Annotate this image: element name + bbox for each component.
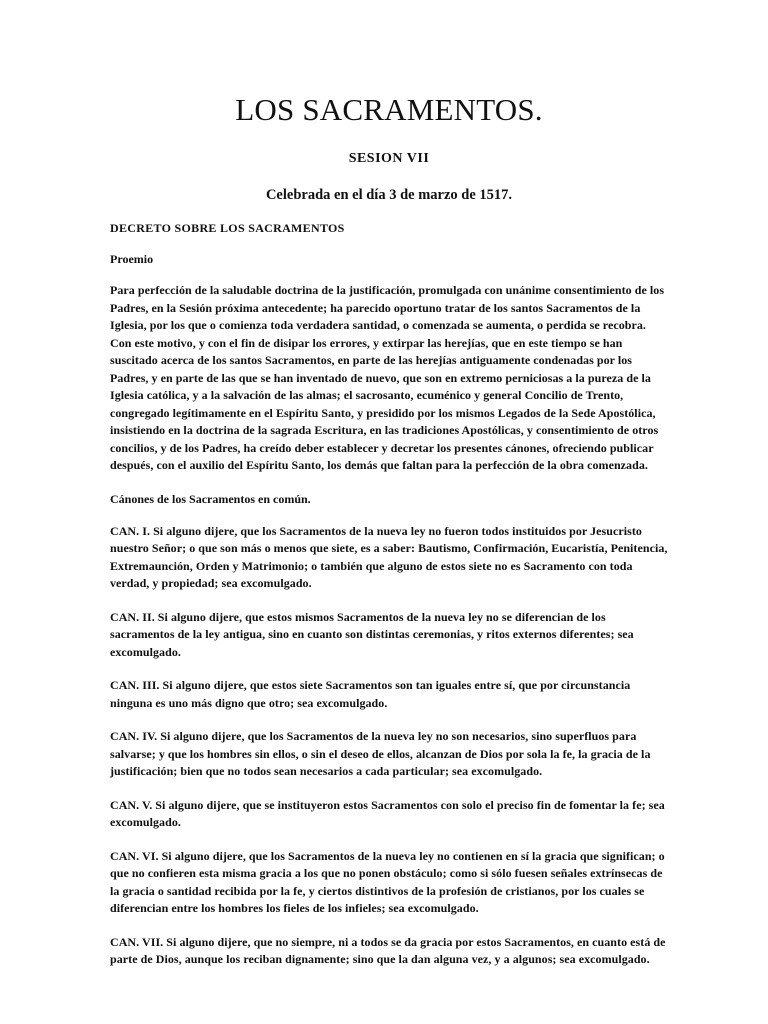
canons-heading: Cánones de los Sacramentos en común. — [110, 491, 311, 506]
canon-paragraph: CAN. VI. Si alguno dijere, que los Sacramentos de la nueva ley no contienen en sí la gracia que significan; o que no confieren esta misma gracia a los que no ponen obstáculo; como si sólo fuesen señales extrínsecas de la gracia o santidad recibida por la fe, y ciertos distintivos de la profesión de cristianos, por los cuales se diferencian entre los hombres los fieles de los infieles; sea excomulgado. — [110, 848, 665, 915]
canon-paragraph: CAN. V. Si alguno dijere, que se instituyeron estos Sacramentos con solo el preciso fin de fomentar la fe; sea excomulgado. — [110, 797, 665, 829]
celebration-date: Celebrada en el día 3 de marzo de 1517. — [265, 187, 513, 203]
canon-paragraph: CAN. IV. Si alguno dijere, que los Sacramentos de la nueva ley no son necesarios, sino superfluos para salvarse; y que los hombres sin ellos, o sin el deseo de ellos, alcanzan de Dios por sola la fe, la gracia de la justificación; bien que no todos sean necesarios a cada particular; sea excomulgado. — [110, 729, 651, 778]
proemio-heading: Proemio — [110, 252, 154, 266]
canon-paragraph: CAN. I. Si alguno dijere, que los Sacramentos de la nueva ley no fueron todos instituidos por Jesucristo nuestro Señor; o que son más o menos que siete, es a saber: Bautismo, Confirmación, Eucaristía, Penitencia, Extremaunción, Orden y Matrimonio; o también que alguno de estos siete no es Sacramento con toda verdad, y propiedad; sea excomulgado. — [110, 523, 668, 590]
proemio-paragraph: Para perfección de la saludable doctrina de la justificación, promulgada con unánime consentimiento de los Padres, en la Sesión próxima antecedente; ha parecido oportuno tratar de los santos Sacramentos de la Iglesia, por los que o comienza toda verdadera santidad, o comenzada se aumenta, o perdida se recobra. Con este motivo, y con el fin de disipar los errores, y extirpar las herejías, que en este tiempo se han suscitado acerca de los santos Sacramentos, en parte de las herejías antiguamente condenadas por los Padres, y en parte de las que se han inventado de nuevo, que son en extremo perniciosas a la pureza de la Iglesia católica, y a la salvación de las almas; el sacrosanto, ecuménico y general Concilio de Trento, congregado legítimamente en el Espíritu Santo, y presidido por los mismos Legados de la Sede Apostólica, insistiendo en la doctrina de la sagrada Escritura, en las tradiciones Apostólicas, y consentimiento de otros concilios, y de los Padres, ha creído deber establecer y decretar los presentes cánones, ofreciendo publicar después, con el auxilio del Espíritu Santo, los demás que faltan para la perfección de la obra comenzada. — [110, 283, 665, 472]
canon-paragraph: CAN. VII. Si alguno dijere, que no siempre, ni a todos se da gracia por estos Sacramentos, en cuanto está de parte de Dios, aunque los reciban dignamente; sino que la dan alguna vez, y a algunos; sea excomulgado. — [110, 934, 666, 966]
canon-paragraph: CAN. III. Si alguno dijere, que estos siete Sacramentos son tan iguales entre sí, que por circunstancia ninguna es uno más digno que otro; sea excomulgado. — [110, 678, 631, 710]
decree-heading: DECRETO SOBRE LOS SACRAMENTOS — [110, 221, 345, 235]
session-heading: SESION VII — [348, 151, 430, 166]
canon-paragraph: CAN. II. Si alguno dijere, que estos mismos Sacramentos de la nueva ley no se diferencian de los sacramentos de la ley antigua, sino en cuanto son distintas ceremonias, y ritos externos diferentes; sea excomulgado. — [110, 609, 634, 659]
document-title: LOS SACRAMENTOS. — [235, 92, 543, 127]
